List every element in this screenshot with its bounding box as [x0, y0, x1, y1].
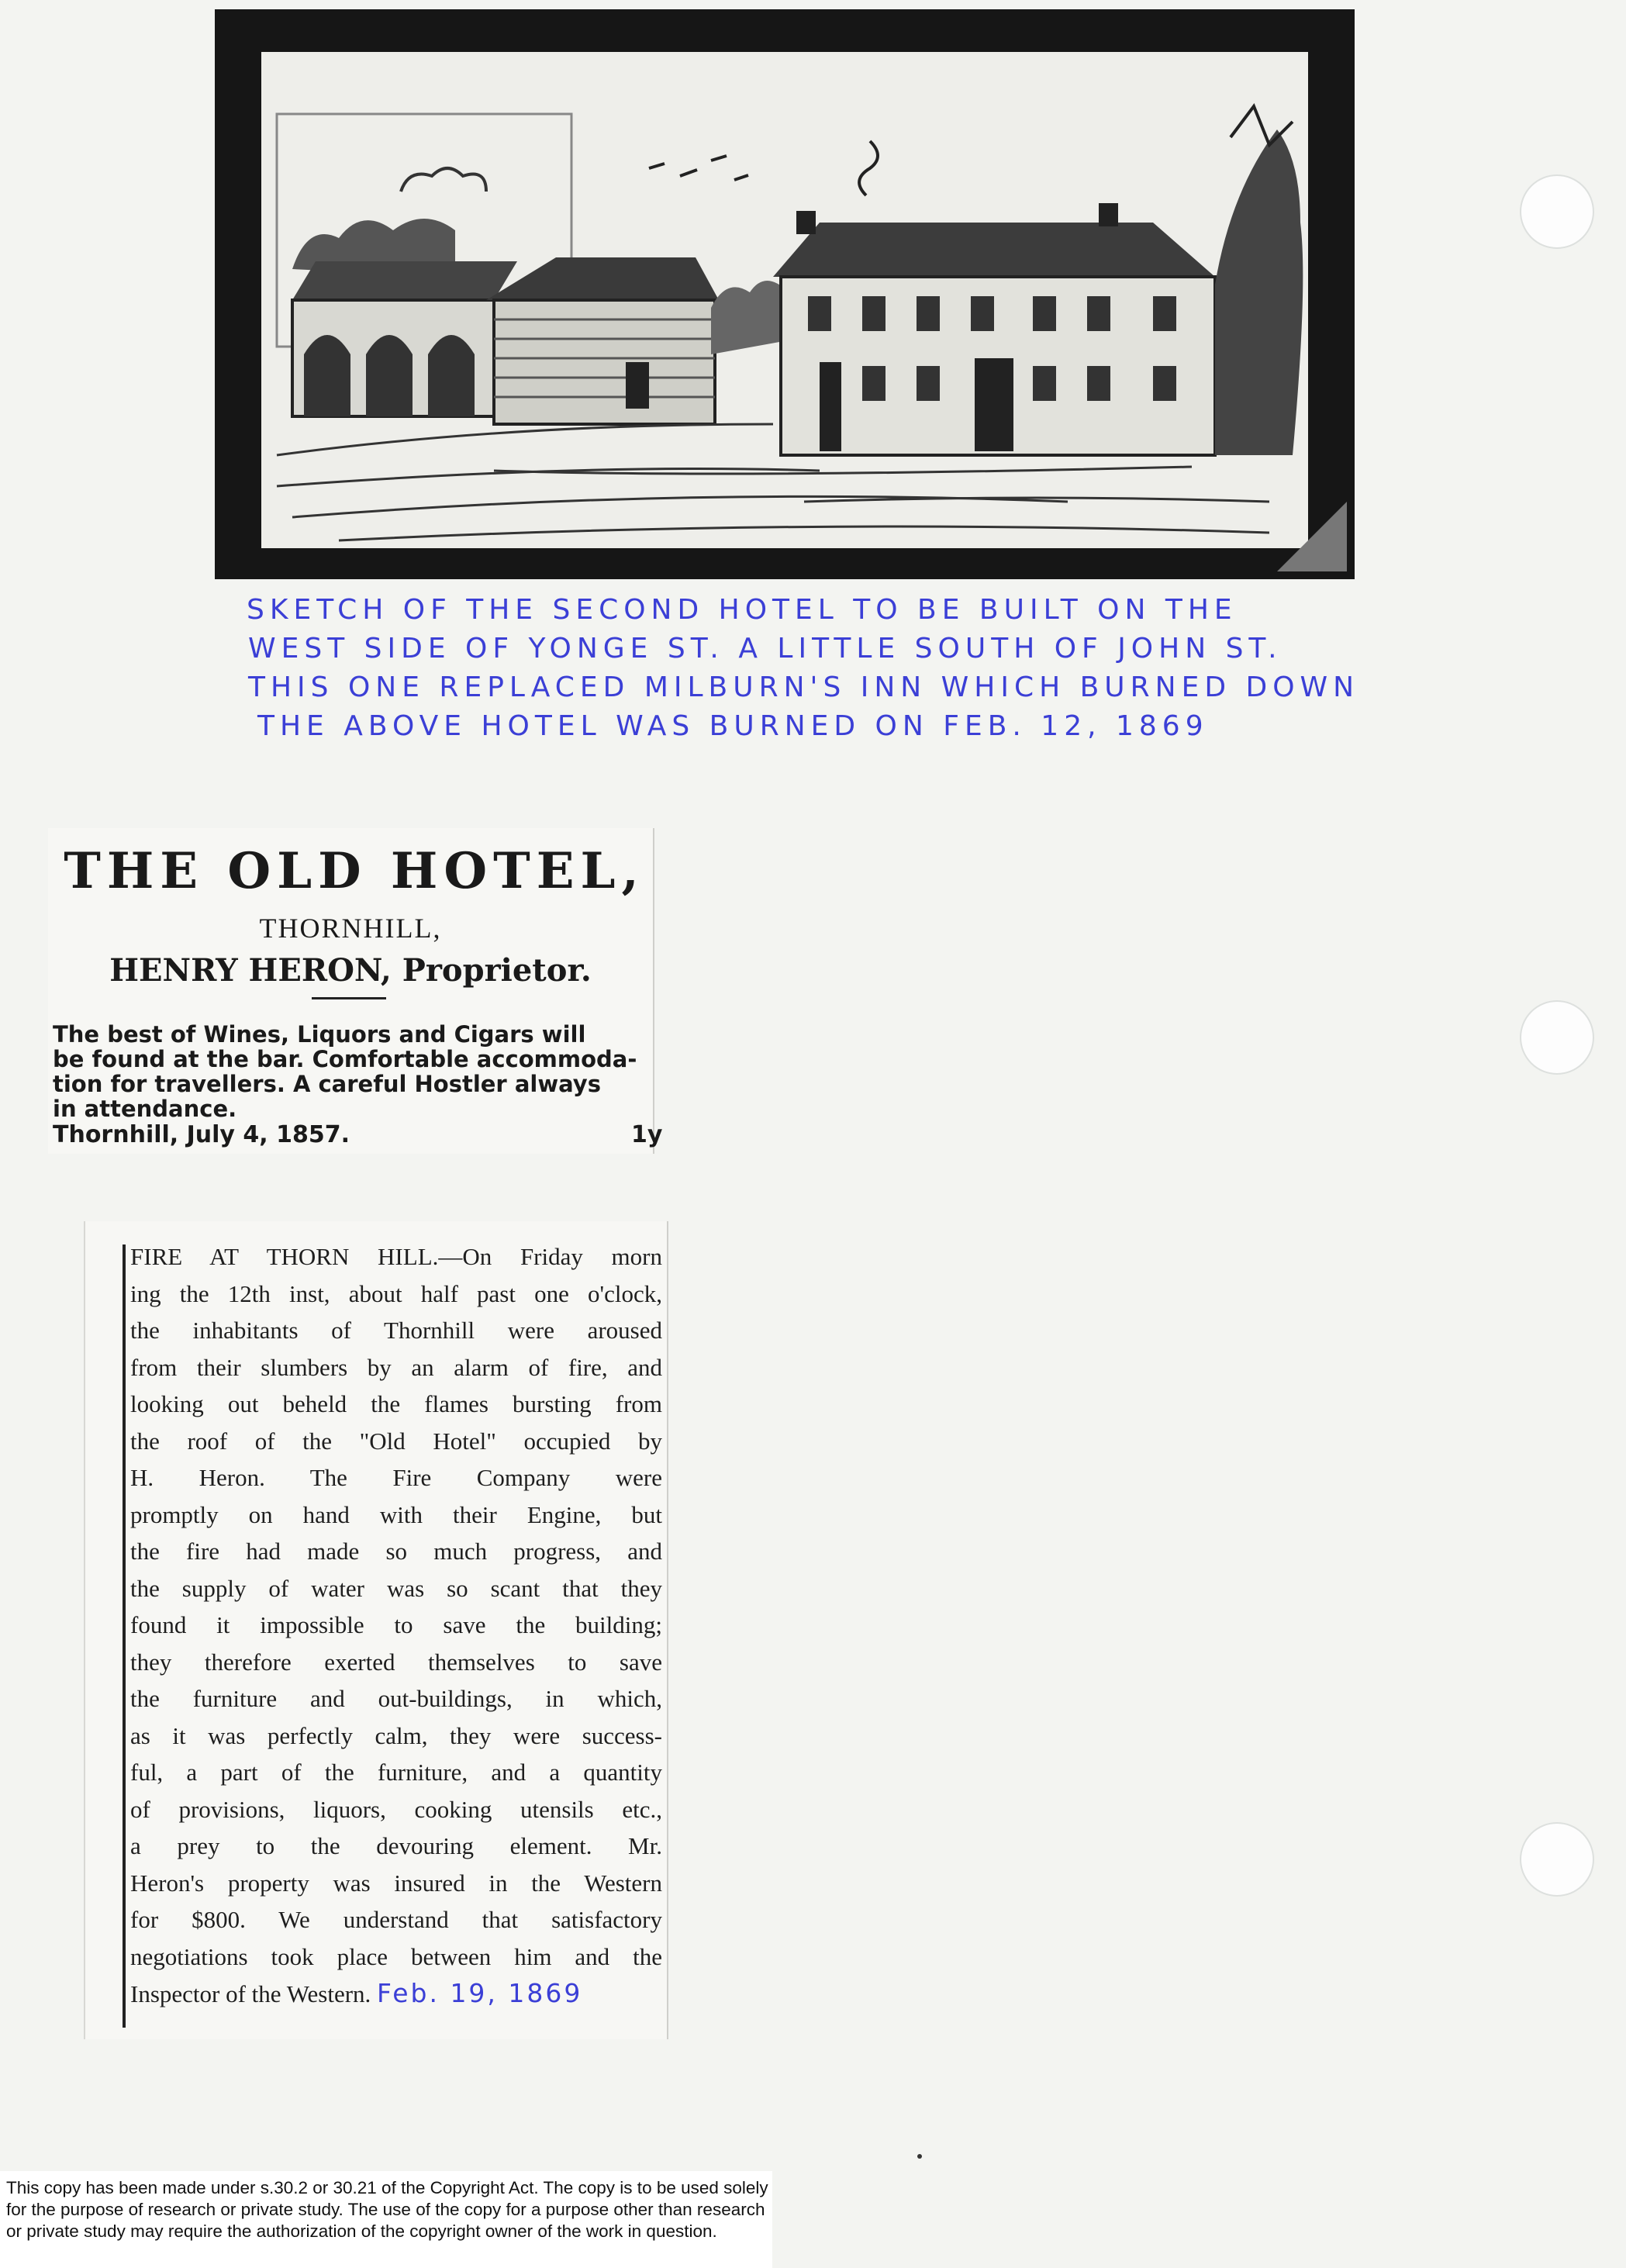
speck — [917, 2154, 922, 2159]
notice-line: This copy has been made under s.30.2 or 30.21 of the Copyright Act. The copy is to be used solely — [6, 2178, 768, 2197]
article-line: promptly on hand with their Engine, but — [130, 1500, 662, 1528]
article-line: H. Heron. The Fire Company were — [130, 1464, 662, 1491]
punch-hole-bottom — [1520, 1822, 1594, 1897]
article-line: Inspector of the Western. — [130, 1980, 371, 2007]
article-line: the fire had made so much progress, and — [130, 1538, 662, 1565]
article-line: looking out beheld the flames bursting from — [130, 1390, 662, 1417]
article-last-line — [130, 1975, 662, 2013]
notice-line: or private study may require the authorization of the copyright owner of the work in question. — [6, 2221, 717, 2241]
ad-body-line: be found at the bar. Comfortable accommoda- — [53, 1046, 637, 1072]
ad-code: 1y — [631, 1121, 663, 1148]
ad-body-line: tion for travellers. A careful Hostler always — [53, 1071, 601, 1097]
ad-proprietor: HENRY HERON, Proprietor. — [109, 952, 592, 989]
copyright-notice — [0, 2171, 772, 2268]
article-line: the inhabitants of Thornhill were aroused — [130, 1317, 662, 1344]
punch-hole-middle — [1520, 1000, 1594, 1075]
caption-line: WEST SIDE OF YONGE ST. A LITTLE SOUTH OF JOHN ST. — [248, 633, 1283, 665]
caption-line: SKETCH OF THE SECOND HOTEL TO BE BUILT ON THE — [247, 594, 1238, 626]
ad-divider — [312, 997, 386, 999]
hotel-sketch-drawing — [261, 52, 1308, 548]
article-line: FIRE AT THORN HILL.—On Friday morn — [130, 1243, 662, 1270]
fire-article-clipping — [84, 1221, 668, 2039]
article-line: found it impossible to save the building; — [130, 1611, 662, 1638]
article-line: a prey to the devouring element. Mr. — [130, 1832, 662, 1859]
photo-corner-bottom-right — [1277, 502, 1347, 571]
caption-line: THE ABOVE HOTEL WAS BURNED ON FEB. 12, 1869 — [257, 710, 1209, 742]
ad-body-line: in attendance. — [53, 1096, 237, 1122]
ad-body — [53, 1022, 650, 1121]
article-line: the supply of water was so scant that they — [130, 1574, 662, 1602]
handwritten-article-date: Feb. 19, 1869 — [377, 1978, 583, 2008]
article-line: Heron's property was insured in the Western — [130, 1869, 662, 1897]
ad-title: THE OLD HOTEL, — [64, 842, 645, 900]
article-line: negotiations took place between him and the — [130, 1942, 662, 1970]
punch-hole-top — [1520, 174, 1594, 249]
article-line: they therefore exerted themselves to save — [130, 1648, 662, 1676]
column-rule — [123, 1244, 126, 2028]
caption-line: THIS ONE REPLACED MILBURN'S INN WHICH BURNED DOWN — [248, 671, 1360, 703]
notice-line: for the purpose of research or private study. The use of the copy for a purpose other than research — [6, 2200, 765, 2219]
article-line: ful, a part of the furniture, and a quantity — [130, 1759, 662, 1786]
article-line: for $800. We understand that satisfactory — [130, 1906, 662, 1933]
article-line: from their slumbers by an alarm of fire, and — [130, 1353, 662, 1381]
article-line: as it was perfectly calm, they were success- — [130, 1721, 662, 1749]
hotel-advertisement-clipping — [48, 828, 663, 1154]
ad-date: Thornhill, July 4, 1857. — [53, 1121, 350, 1148]
hotel-sketch-photo — [215, 9, 1355, 579]
handwritten-caption — [247, 591, 1394, 746]
article-line: the roof of the "Old Hotel" occupied by — [130, 1427, 662, 1455]
article-line: ing the 12th inst, about half past one o'clock, — [130, 1279, 662, 1307]
article-line: of provisions, liquors, cooking utensils etc., — [130, 1795, 662, 1823]
hotel-sketch-image — [261, 52, 1308, 548]
article-body — [130, 1238, 662, 2013]
ad-body-line: The best of Wines, Liquors and Cigars will — [53, 1021, 586, 1048]
article-line: the furniture and out-buildings, in which, — [130, 1685, 662, 1712]
ad-town: THORNHILL, — [259, 913, 442, 944]
